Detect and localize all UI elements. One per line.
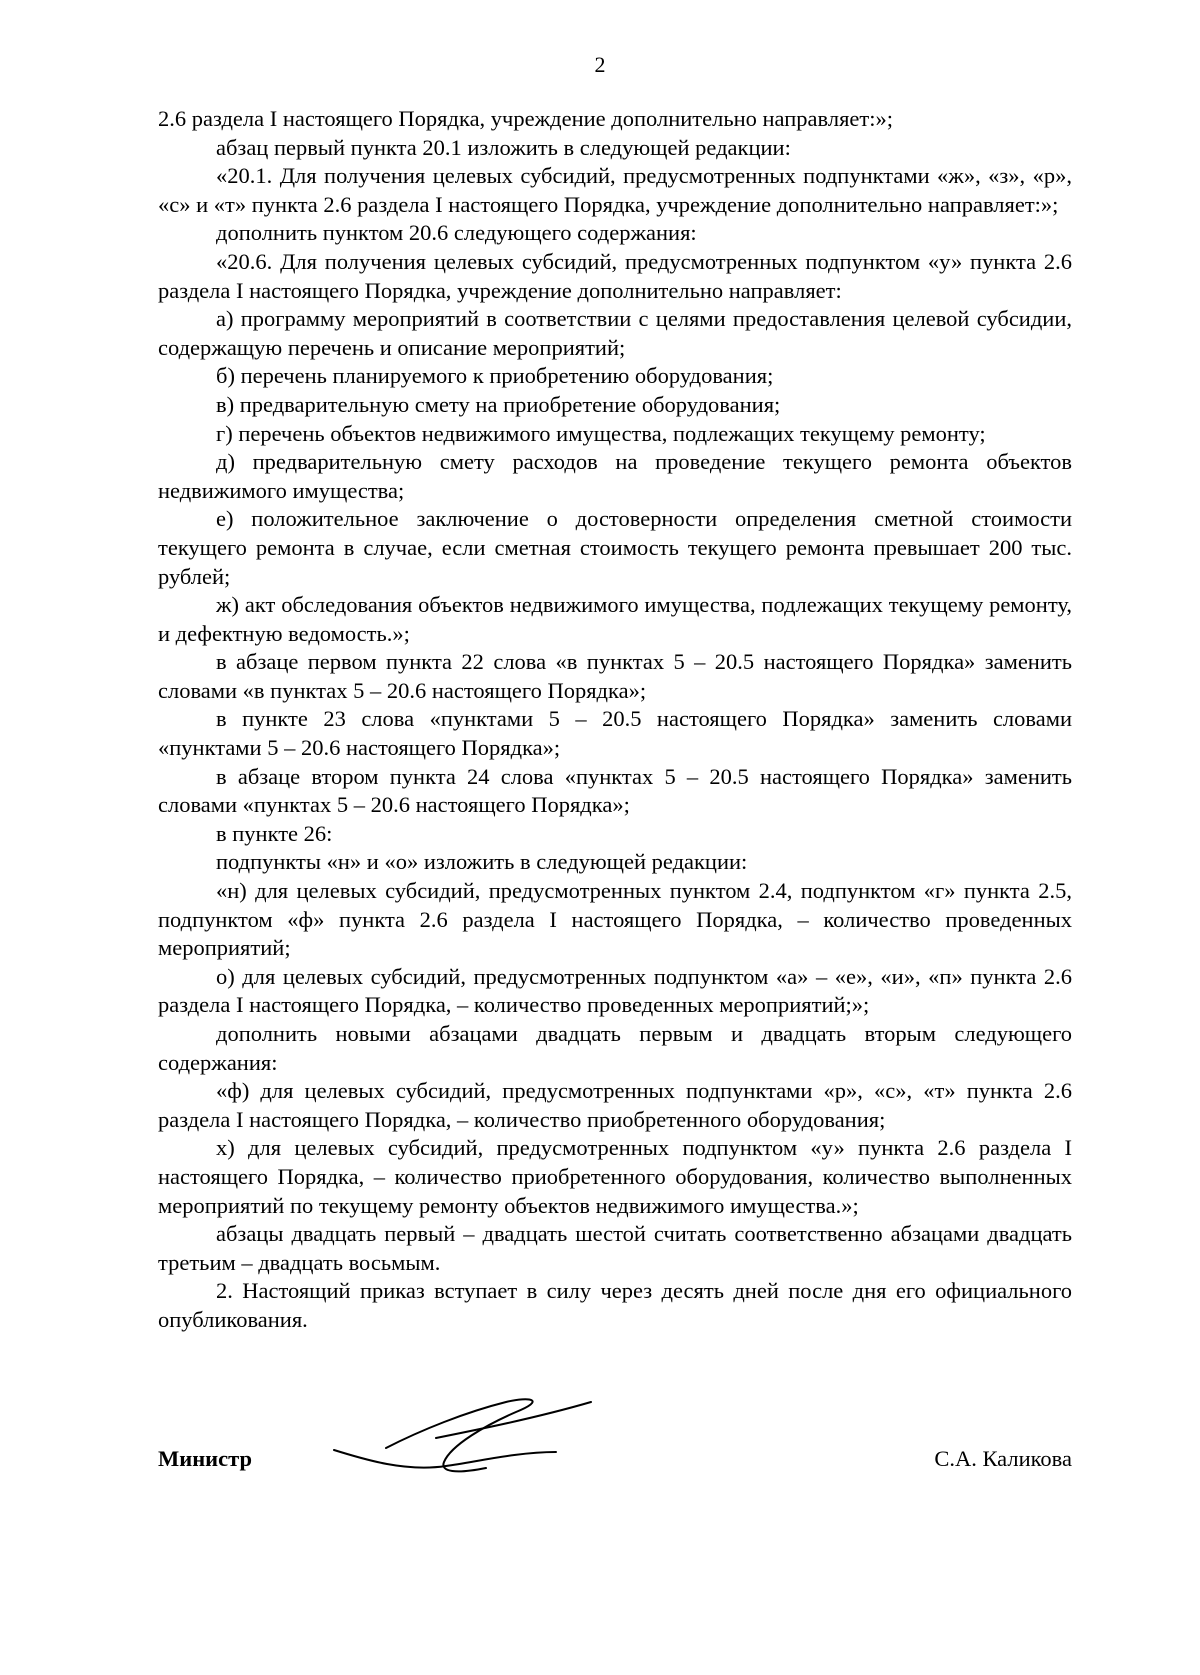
paragraph: в абзаце первом пункта 22 слова «в пунктах 5 – 20.5 настоящего Порядка» заменить словами «в пунктах 5 – 20.6 настоящего Порядка»; <box>158 649 1072 703</box>
paragraph: ж) акт обследования объектов недвижимого имущества, подлежащих текущему ремонту, и дефектную ведомость.»; <box>158 592 1072 646</box>
paragraph: «н) для целевых субсидий, предусмотренных пунктом 2.4, подпунктом «г» пункта 2.5, подпунктом «ф» пункта 2.6 раздела I настоящего Порядка, – количество проведенных мероприятий; <box>158 878 1072 961</box>
paragraph: абзац первый пункта 20.1 изложить в следующей редакции: <box>216 134 791 160</box>
signer-position: Министр <box>158 1446 252 1471</box>
paragraph: о) для целевых субсидий, предусмотренных подпунктом «а» – «е», «и», «п» пункта 2.6 раздела I настоящего Порядка, – количество проведенных мероприятий;»; <box>158 963 1072 1018</box>
paragraph: г) перечень объектов недвижимого имущества, подлежащих текущему ремонту; <box>216 420 986 446</box>
paragraph: х) для целевых субсидий, предусмотренных подпунктом «у» пункта 2.6 раздела I настоящего Порядка, – количество приобретенного оборудования, количество выполненных мероприятий по текущему ремонту объектов недвижимого имущества.»; <box>158 1135 1072 1218</box>
document-body <box>158 105 1072 1335</box>
page-number: 2 <box>594 52 606 77</box>
paragraph: д) предварительную смету расходов на проведение текущего ремонта объектов недвижимого имущества; <box>158 449 1072 503</box>
paragraph: дополнить пунктом 20.6 следующего содержания: <box>216 220 697 246</box>
handwritten-signature <box>326 1390 626 1480</box>
paragraph: 2. Настоящий приказ вступает в силу через десять дней после дня его официального опубликования. <box>158 1278 1072 1332</box>
paragraph: в) предварительную смету на приобретение оборудования; <box>216 391 781 417</box>
signature-block <box>158 1390 1072 1480</box>
paragraph: подпункты «н» и «о» изложить в следующей редакции: <box>216 849 748 875</box>
paragraph: б) перечень планируемого к приобретению оборудования; <box>216 363 774 389</box>
paragraph: дополнить новыми абзацами двадцать первым и двадцать вторым следующего содержания: <box>158 1021 1072 1075</box>
paragraph: «20.1. Для получения целевых субсидий, предусмотренных подпунктами «ж», «з», «р», «с» и «т» пункта 2.6 раздела I настоящего Порядка, учреждение дополнительно направляет:»; <box>158 163 1072 217</box>
signer-name: С.А. Каликова <box>934 1446 1072 1471</box>
paragraph: абзацы двадцать первый – двадцать шестой считать соответственно абзацами двадцать третьим – двадцать восьмым. <box>158 1221 1072 1275</box>
paragraph: 2.6 раздела I настоящего Порядка, учреждение дополнительно направляет:»; <box>158 106 893 131</box>
paragraph: в абзаце втором пункта 24 слова «пунктах 5 – 20.5 настоящего Порядка» заменить словами «пунктах 5 – 20.6 настоящего Порядка»; <box>158 763 1072 818</box>
paragraph: а) программу мероприятий в соответствии с целями предоставления целевой субсидии, содержащую перечень и описание мероприятий; <box>158 306 1072 360</box>
paragraph: в пункте 26: <box>216 820 333 846</box>
paragraph: «ф) для целевых субсидий, предусмотренных подпунктами «р», «с», «т» пункта 2.6 раздела I настоящего Порядка, – количество приобретенного оборудования; <box>158 1078 1072 1132</box>
paragraph: в пункте 23 слова «пунктами 5 – 20.5 настоящего Порядка» заменить словами «пунктами 5 – 20.6 настоящего Порядка»; <box>158 706 1072 761</box>
paragraph: е) положительное заключение о достоверности определения сметной стоимости текущего ремонта в случае, если сметная стоимость текущего ремонта превышает 200 тыс. рублей; <box>158 506 1072 589</box>
paragraph: «20.6. Для получения целевых субсидий, предусмотренных подпунктом «у» пункта 2.6 раздела I настоящего Порядка, учреждение дополнительно направляет: <box>158 248 1072 303</box>
